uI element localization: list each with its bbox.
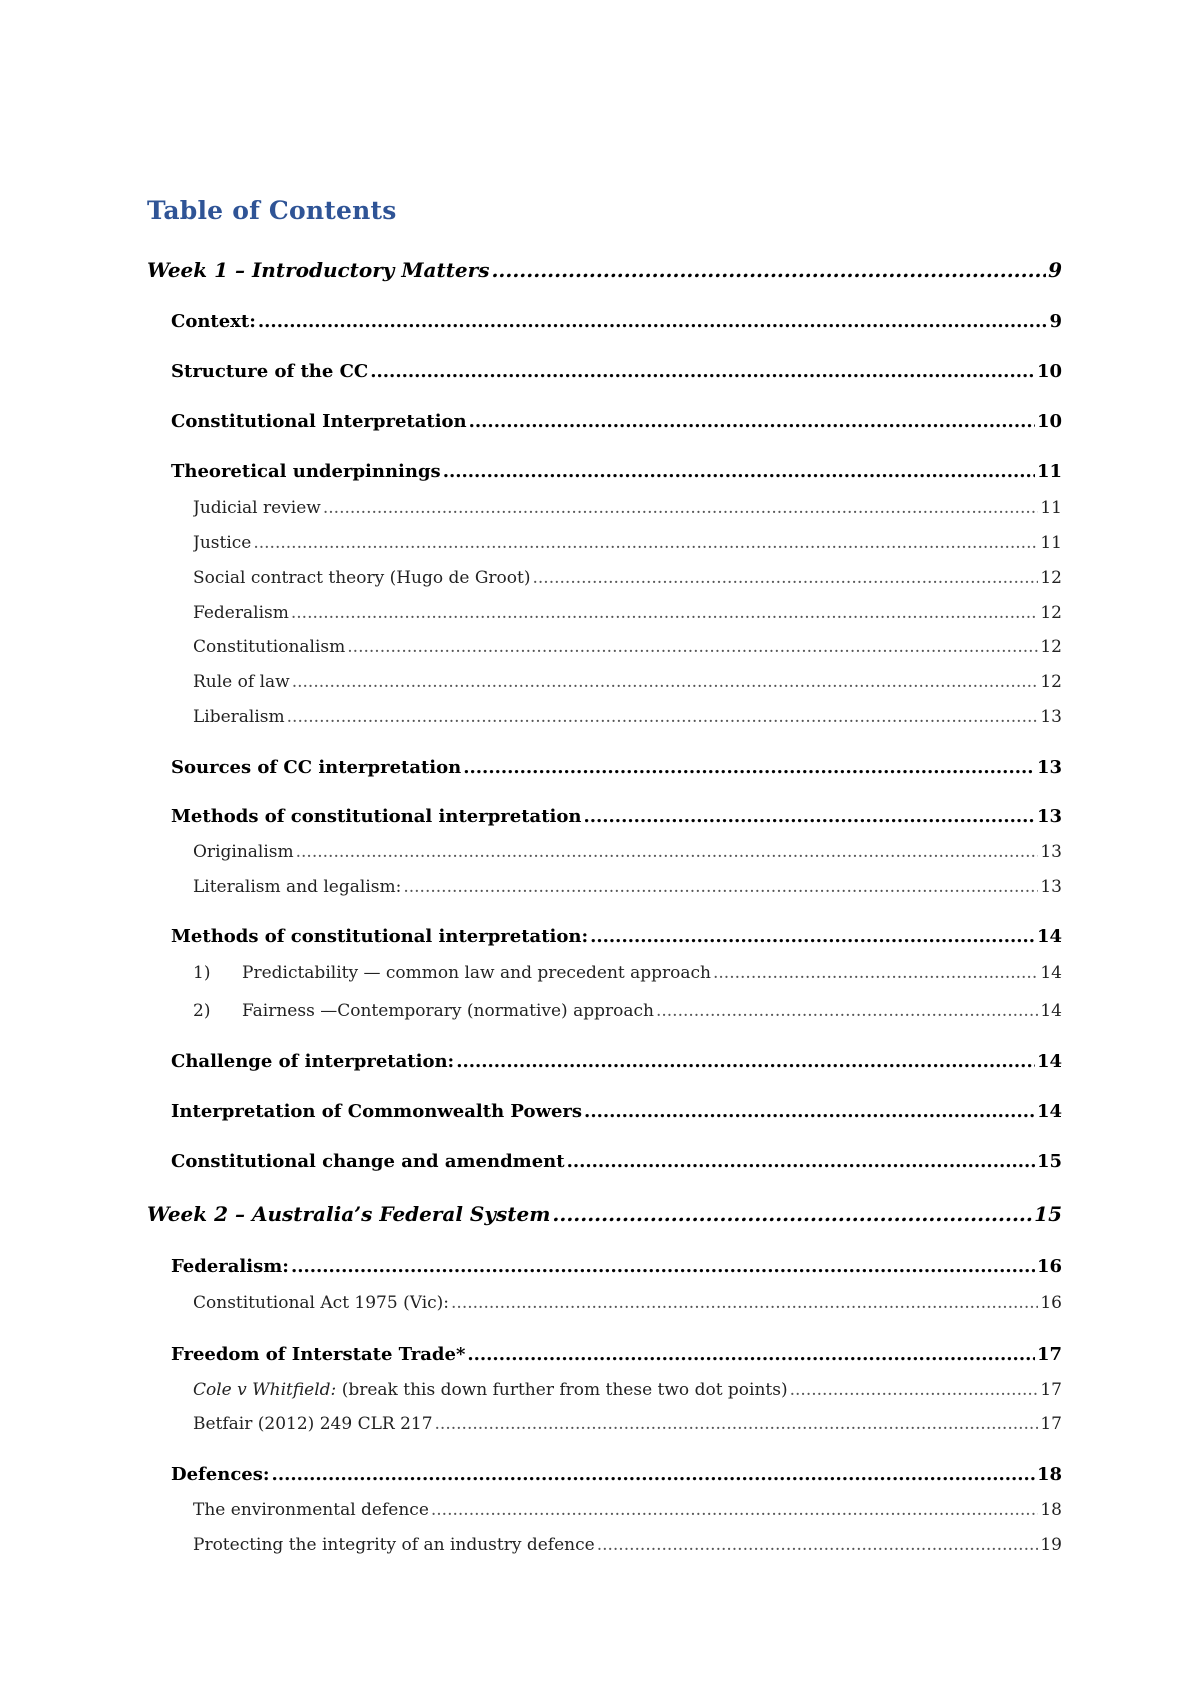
toc-page-number: 17 bbox=[1036, 1344, 1062, 1365]
toc-entry[interactable] bbox=[193, 568, 1062, 588]
dot-leader bbox=[291, 1256, 1035, 1277]
dot-leader bbox=[567, 1151, 1035, 1172]
toc-entry-label: Federalism: bbox=[171, 1256, 289, 1277]
toc-page-number: 14 bbox=[1040, 963, 1062, 983]
dot-leader bbox=[790, 1380, 1039, 1400]
toc-page-number: 12 bbox=[1040, 568, 1062, 588]
toc-entry[interactable] bbox=[193, 842, 1062, 862]
toc-page-number: 16 bbox=[1040, 1293, 1062, 1313]
toc-entry-text bbox=[171, 1101, 582, 1122]
dot-leader bbox=[347, 637, 1038, 657]
toc-page-number: 15 bbox=[1036, 1151, 1062, 1172]
toc-entry-number: 2) bbox=[193, 1001, 211, 1021]
toc-entry[interactable] bbox=[193, 498, 1062, 518]
toc-entry-text bbox=[193, 877, 401, 897]
toc-entry-text bbox=[171, 1256, 289, 1277]
toc-entry[interactable] bbox=[171, 757, 1062, 778]
toc-entry-text bbox=[193, 672, 290, 692]
toc-entry-text bbox=[193, 842, 294, 862]
dot-leader bbox=[272, 1464, 1035, 1485]
toc-entry-label: Methods of constitutional interpretation: bbox=[171, 926, 589, 947]
toc-entry-label: Judicial review bbox=[193, 498, 321, 518]
toc-entry-label: Week 2 – Australia’s Federal System bbox=[147, 1202, 551, 1226]
toc-entry-label: Week 1 – Introductory Matters bbox=[147, 258, 490, 282]
toc-entry-text bbox=[147, 1202, 550, 1226]
toc-entry-text bbox=[171, 311, 256, 332]
toc-entry-text bbox=[193, 533, 251, 553]
toc-page-number: 16 bbox=[1036, 1256, 1062, 1277]
toc-entry[interactable] bbox=[193, 1500, 1062, 1520]
dot-leader bbox=[435, 1414, 1039, 1434]
toc-entry[interactable] bbox=[193, 1293, 1062, 1313]
toc-entry-label: Constitutionalism bbox=[193, 637, 346, 657]
toc-entry-text bbox=[193, 707, 285, 727]
dot-leader bbox=[491, 258, 1046, 282]
toc-entry-label: Constitutional change and amendment bbox=[171, 1151, 565, 1172]
dot-leader bbox=[370, 361, 1035, 382]
toc-page-number: 10 bbox=[1036, 361, 1062, 382]
dot-leader bbox=[431, 1500, 1038, 1520]
toc-page-number: 14 bbox=[1040, 1001, 1062, 1021]
toc-entry-label: Protecting the integrity of an industry defence bbox=[193, 1535, 595, 1555]
toc-entry-label: Context: bbox=[171, 311, 256, 332]
dot-leader bbox=[583, 806, 1034, 827]
toc-entry-text bbox=[193, 637, 345, 657]
toc-entry-text bbox=[193, 1293, 449, 1313]
toc-entry[interactable] bbox=[171, 1256, 1062, 1277]
toc-entry[interactable] bbox=[171, 1464, 1062, 1485]
dot-leader bbox=[253, 533, 1038, 553]
toc-entry[interactable] bbox=[193, 707, 1062, 727]
dot-leader bbox=[258, 311, 1048, 332]
toc-entry[interactable] bbox=[193, 533, 1062, 553]
toc-entry-text bbox=[193, 1380, 788, 1400]
toc-entry-text bbox=[171, 1464, 270, 1485]
toc-entry-label: Liberalism bbox=[193, 707, 285, 727]
dot-leader bbox=[403, 877, 1038, 897]
dot-leader bbox=[443, 461, 1035, 482]
toc-entry-text bbox=[171, 1151, 565, 1172]
toc-entry-label: Predictability — common law and precedent approach bbox=[242, 963, 711, 983]
toc-entry-text bbox=[171, 806, 581, 827]
toc-page-number: 12 bbox=[1040, 637, 1062, 657]
toc-page-number: 13 bbox=[1040, 842, 1062, 862]
toc-page-number: 19 bbox=[1040, 1535, 1062, 1555]
dot-leader bbox=[451, 1293, 1038, 1313]
toc-entry-text bbox=[171, 757, 461, 778]
dot-leader bbox=[287, 707, 1039, 727]
toc-page-number: 12 bbox=[1040, 603, 1062, 623]
toc-entry-label: Interpretation of Commonwealth Powers bbox=[171, 1101, 583, 1122]
toc-entry-text bbox=[147, 258, 489, 282]
dot-leader bbox=[463, 757, 1035, 778]
toc-page-number: 9 bbox=[1048, 258, 1062, 282]
toc-entry-label: Methods of constitutional interpretation bbox=[171, 806, 582, 827]
dot-leader bbox=[552, 1202, 1032, 1226]
toc-entry-label: Originalism bbox=[193, 842, 294, 862]
toc-entry-text bbox=[171, 1344, 465, 1365]
toc-entry[interactable] bbox=[193, 1380, 1062, 1400]
toc-entry-text bbox=[171, 926, 588, 947]
dot-leader bbox=[296, 842, 1039, 862]
toc-page-number: 18 bbox=[1036, 1464, 1062, 1485]
dot-leader bbox=[456, 1051, 1035, 1072]
toc-entry-label: Theoretical underpinnings bbox=[171, 461, 441, 482]
toc-entry[interactable] bbox=[193, 603, 1062, 623]
toc-entry-label: Literalism and legalism: bbox=[193, 877, 402, 897]
toc-entry-text bbox=[193, 1414, 433, 1434]
toc-page-number: 10 bbox=[1036, 411, 1062, 432]
toc-entry[interactable] bbox=[147, 1202, 1062, 1226]
dot-leader bbox=[584, 1101, 1035, 1122]
toc-entry[interactable] bbox=[193, 1001, 1062, 1021]
toc-entry-text bbox=[171, 361, 368, 382]
toc-entry-text bbox=[193, 568, 531, 588]
toc-entry[interactable] bbox=[193, 672, 1062, 692]
toc-entry-label: Justice bbox=[193, 533, 252, 553]
toc-entry-label: (break this down further from these two dot points) bbox=[336, 1380, 788, 1400]
dot-leader bbox=[469, 411, 1035, 432]
toc-entry[interactable] bbox=[171, 1101, 1062, 1122]
toc-entry-text bbox=[193, 1535, 595, 1555]
toc-page-number: 17 bbox=[1040, 1414, 1062, 1434]
toc-page-number: 14 bbox=[1036, 1051, 1062, 1072]
toc-entry-label: Betfair (2012) 249 CLR 217 bbox=[193, 1414, 433, 1434]
toc-page-number: 9 bbox=[1049, 311, 1062, 332]
dot-leader bbox=[291, 603, 1039, 623]
toc-page-number: 13 bbox=[1040, 877, 1062, 897]
toc-entry[interactable] bbox=[171, 1344, 1062, 1365]
dot-leader bbox=[533, 568, 1039, 588]
toc-entry[interactable] bbox=[171, 1151, 1062, 1172]
toc-page-number: 14 bbox=[1036, 1101, 1062, 1122]
toc-entry-label: Fairness —Contemporary (normative) approach bbox=[242, 1001, 654, 1021]
toc-entry[interactable] bbox=[193, 1414, 1062, 1434]
toc-entry[interactable] bbox=[171, 361, 1062, 382]
dot-leader bbox=[656, 1001, 1038, 1021]
toc-page-number: 12 bbox=[1040, 672, 1062, 692]
toc-entry[interactable] bbox=[171, 411, 1062, 432]
toc-entry-label: Rule of law bbox=[193, 672, 290, 692]
toc-entry[interactable] bbox=[171, 311, 1062, 332]
toc-page-number: 17 bbox=[1040, 1380, 1062, 1400]
toc-entry[interactable] bbox=[171, 1051, 1062, 1072]
toc-page-number: 14 bbox=[1036, 926, 1062, 947]
toc-entry-number: 1) bbox=[193, 963, 211, 983]
toc-entry-label: Freedom of Interstate Trade* bbox=[171, 1344, 466, 1365]
toc-page-number: 13 bbox=[1036, 757, 1062, 778]
toc-entry[interactable] bbox=[171, 926, 1062, 947]
toc-entry[interactable] bbox=[171, 461, 1062, 482]
toc-entry-label: The environmental defence bbox=[193, 1500, 429, 1520]
toc-entry-label: Federalism bbox=[193, 603, 289, 623]
dot-leader bbox=[323, 498, 1039, 518]
toc-entry-text bbox=[193, 1001, 654, 1021]
toc-page-number: 13 bbox=[1040, 707, 1062, 727]
toc-entry-text bbox=[171, 461, 441, 482]
toc-entry[interactable] bbox=[193, 1535, 1062, 1555]
toc-entry-text bbox=[171, 1051, 454, 1072]
toc-page-number: 11 bbox=[1036, 461, 1062, 482]
dot-leader bbox=[597, 1535, 1039, 1555]
toc-entry-text bbox=[193, 963, 711, 983]
toc-entry-text bbox=[193, 603, 289, 623]
toc-page-number: 15 bbox=[1034, 1202, 1062, 1226]
toc-title: Table of Contents bbox=[147, 196, 397, 225]
dot-leader bbox=[590, 926, 1035, 947]
toc-entry[interactable] bbox=[193, 877, 1062, 897]
toc-entry[interactable] bbox=[147, 258, 1062, 282]
toc-entry[interactable] bbox=[171, 806, 1062, 827]
toc-entry-label: Defences: bbox=[171, 1464, 270, 1485]
dot-leader bbox=[467, 1344, 1035, 1365]
toc-page-number: 13 bbox=[1036, 806, 1062, 827]
toc-entry-label: Sources of CC interpretation bbox=[171, 757, 462, 778]
toc-entry-text bbox=[193, 498, 321, 518]
toc-entry-label: Structure of the CC bbox=[171, 361, 369, 382]
toc-entry-label: Constitutional Interpretation bbox=[171, 411, 467, 432]
toc-entry-label: Challenge of interpretation: bbox=[171, 1051, 455, 1072]
toc-entry-case-name: Cole v Whitfield: bbox=[193, 1380, 337, 1400]
toc-entry-label: Constitutional Act 1975 (Vic): bbox=[193, 1293, 450, 1313]
dot-leader bbox=[713, 963, 1038, 983]
toc-entry-text bbox=[171, 411, 467, 432]
toc-page-number: 18 bbox=[1040, 1500, 1062, 1520]
dot-leader bbox=[292, 672, 1039, 692]
toc-entry-text bbox=[193, 1500, 429, 1520]
toc-page-number: 11 bbox=[1040, 533, 1062, 553]
toc-page-number: 11 bbox=[1040, 498, 1062, 518]
toc-entry-label: Social contract theory (Hugo de Groot) bbox=[193, 568, 531, 588]
toc-entry[interactable] bbox=[193, 963, 1062, 983]
toc-entry[interactable] bbox=[193, 637, 1062, 657]
